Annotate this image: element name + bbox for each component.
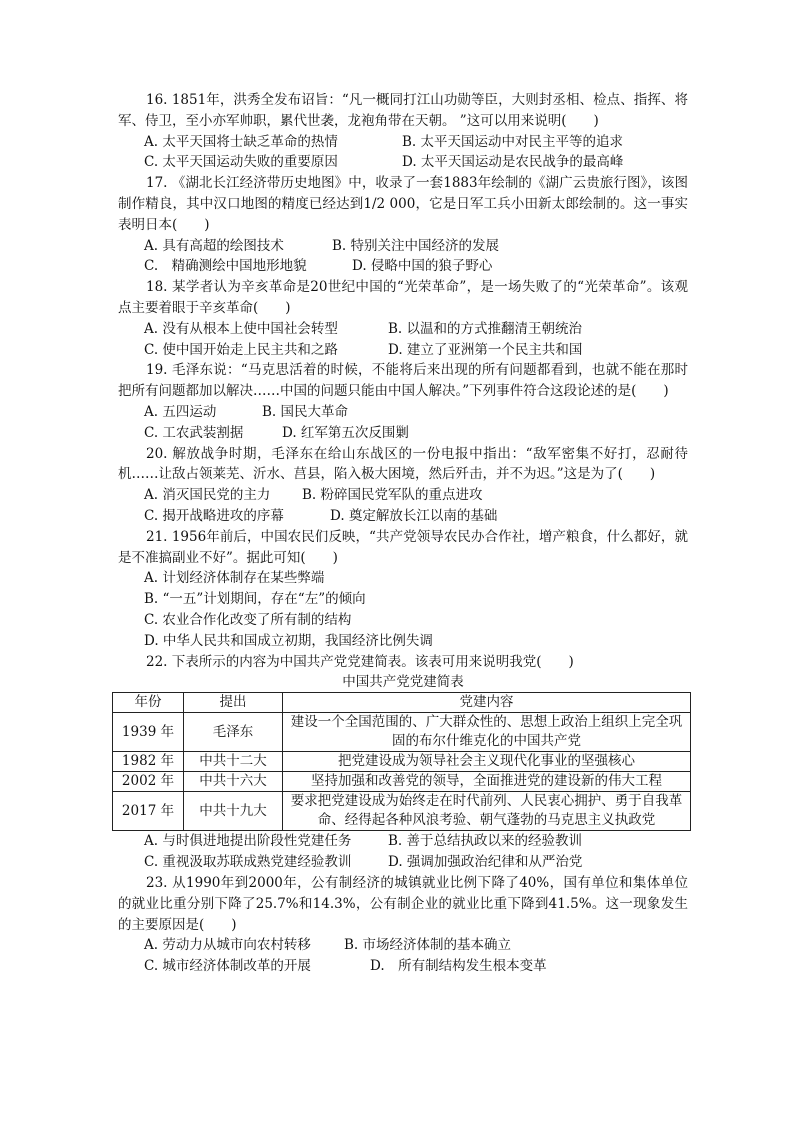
cell-year: 2002 年	[113, 772, 184, 792]
option-a[interactable]: A. 太平天国将士缺乏革命的热情	[144, 133, 338, 150]
option-a[interactable]: A. 没有从根本上使中国社会转型	[144, 320, 338, 337]
option-d[interactable]: D. 红军第五次反围剿	[282, 424, 409, 441]
option-d[interactable]: D. 建立了亚洲第一个民主共和国	[388, 341, 583, 358]
table-caption: 中国共产党党建简表	[342, 674, 464, 691]
option-a[interactable]: A. 五四运动	[144, 403, 217, 420]
option-d[interactable]: D. 太平天国运动是农民战争的最高峰	[402, 154, 624, 171]
question-19	[118, 360, 688, 402]
options-row	[118, 831, 688, 852]
cell-proposer: 中共十六大	[184, 772, 283, 792]
option-d[interactable]: D. 侵略中国的狼子野心	[352, 258, 493, 275]
option-c[interactable]: C. 太平天国运动失败的重要原因	[144, 154, 338, 171]
cell-year: 2017 年	[113, 792, 184, 831]
option-a[interactable]: A. 与时俱进地提出阶段性党建任务	[144, 833, 352, 850]
options-row	[118, 402, 688, 423]
table-row	[113, 772, 691, 792]
options-row	[118, 236, 688, 257]
cell-content: 建设一个全国范围的、广大群众性的、思想上政治上组织上完全巩固的布尔什维克化的中国共产党	[283, 713, 691, 752]
option-b[interactable]: B. 太平天国运动中对民主平等的追求	[402, 133, 624, 150]
column-header-year: 年份	[113, 693, 184, 713]
option-b[interactable]: B. “一五”计划期间，存在“左”的倾向	[144, 591, 366, 608]
cell-proposer: 中共十九大	[184, 792, 283, 831]
option-c[interactable]: C. 揭开战略进攻的序幕	[144, 507, 284, 524]
question-23	[118, 873, 688, 935]
option-c[interactable]: C. 重视汲取苏联成熟党建经验教训	[144, 854, 352, 871]
cell-proposer: 毛泽东	[184, 713, 283, 752]
cell-content: 要求把党建设成为始终走在时代前列、人民衷心拥护、勇于自我革命、经得起各种风浪考验、朝气蓬勃的马克思主义执政党	[283, 792, 691, 831]
question-stem: 23. 从1990年到2000年，公有制经济的城镇就业比例下降了40%，国有单位和集体单位的就业比重分别下降了25.7%和14.3%，公有制企业的就业比重下降到41.5%。这一现象发生的主要原因是( )	[118, 874, 688, 933]
option-b[interactable]: B. 特别关注中国经济的发展	[332, 237, 500, 254]
question-17	[118, 173, 688, 235]
options-row	[118, 935, 688, 956]
question-stem: 16. 1851年，洪秀全发布诏旨：“凡一概同打江山功勋等臣，大则封丞相、检点、指挥、将军、侍卫，至小亦军帅职，累代世袭，龙袍角带在天朝。 ”这可以用来说明( )	[118, 92, 688, 129]
options-row	[118, 319, 688, 340]
exam-page	[118, 90, 688, 977]
question-stem: 20. 解放战争时期，毛泽东在给山东战区的一份电报中指出：“敌军密集不好打，忍耐待机……让敌占领莱芜、沂水、莒县，陷入极大困境，然后歼击，并不为迟。”这是为了( )	[118, 445, 688, 483]
option-c[interactable]: C. 城市经济体制改革的开展	[144, 958, 311, 975]
question-stem: 17. 《湖北长江经济带历史地图》中，收录了一套1883年绘制的《湖广云贵旅行图》，该图制作精良，其中汉口地图的精度已经达到1/2 000，它是日军工兵小田新太郎绘制的。这一事实表明日本( )	[118, 175, 688, 233]
option-a[interactable]: A. 计划经济体制存在某些弊端	[144, 570, 325, 587]
option-a[interactable]: A. 消灭国民党的主力	[144, 487, 271, 504]
question-stem: 22. 下表所示的内容为中国共产党党建简表。该表可用来说明我党( )	[146, 653, 574, 670]
table-row	[113, 713, 691, 752]
option-d[interactable]: D. 奠定解放长江以南的基础	[330, 507, 498, 524]
question-20	[118, 444, 688, 486]
question-stem: 18. 某学者认为辛亥革命是20世纪中国的“光荣革命”，是一场失败了的“光荣革命”。该观点主要着眼于辛亥革命( )	[118, 279, 688, 316]
option-b[interactable]: B. 以温和的方式推翻清王朝统治	[388, 320, 583, 337]
question-22	[118, 652, 688, 673]
option-c[interactable]: C. 农业合作化改变了所有制的结构	[144, 611, 352, 628]
options-row	[118, 256, 688, 277]
table-row	[113, 752, 691, 772]
options-row	[118, 852, 688, 873]
cell-content: 把党建设成为领导社会主义现代化事业的坚强核心	[283, 752, 691, 772]
options-row	[118, 956, 688, 977]
question-21	[118, 527, 688, 569]
cell-year: 1939 年	[113, 713, 184, 752]
options-row	[118, 423, 688, 444]
party-building-table	[112, 692, 691, 831]
option-d[interactable]: D. 中华人民共和国成立初期，我国经济比例失调	[144, 632, 433, 649]
option-d[interactable]: D. 强调加强政治纪律和从严治党	[388, 854, 583, 871]
options-row	[118, 152, 688, 173]
table-row	[113, 792, 691, 831]
option-a[interactable]: A. 具有高超的绘图技术	[144, 237, 284, 254]
column-header-content: 党建内容	[283, 693, 691, 713]
options-row	[118, 132, 688, 153]
question-stem: 19. 毛泽东说：“马克思活着的时候，不能将后来出现的所有问题都看到，也就不能在那时把所有问题都加以解决……中国的问题只能由中国人解决。”下列事件符合这段论述的是( )	[118, 362, 688, 400]
option-a[interactable]: A. 劳动力从城市向农村转移	[144, 937, 311, 954]
column-header-proposer: 提出	[184, 693, 283, 713]
options-row	[118, 506, 688, 527]
option-b[interactable]: B. 善于总结执政以来的经验教训	[388, 833, 583, 850]
cell-year: 1982 年	[113, 752, 184, 772]
option-c[interactable]: C. 工农武装割据	[144, 424, 244, 441]
option-c[interactable]: C. 精确测绘中国地形地貌	[144, 258, 307, 275]
option-b[interactable]: B. 市场经济体制的基本确立	[344, 937, 512, 954]
option-c[interactable]: C. 使中国开始走上民主共和之路	[144, 341, 338, 358]
option-b[interactable]: B. 粉碎国民党军队的重点进攻	[302, 487, 483, 504]
question-stem: 21. 1956年前后，中国农民们反映，“共产党领导农民办合作社，增产粮食，什么都好，就是不准搞副业不好”。据此可知( )	[118, 528, 688, 566]
table-header-row	[113, 693, 691, 713]
cell-proposer: 中共十二大	[184, 752, 283, 772]
option-b[interactable]: B. 国民大革命	[262, 403, 349, 420]
option-d[interactable]: D. 所有制结构发生根本变革	[370, 958, 547, 975]
question-18	[118, 277, 688, 319]
options-row	[118, 340, 688, 361]
question-16	[118, 90, 688, 132]
options-row	[118, 485, 688, 506]
cell-content: 坚持加强和改善党的领导，全面推进党的建设新的伟大工程	[283, 772, 691, 792]
